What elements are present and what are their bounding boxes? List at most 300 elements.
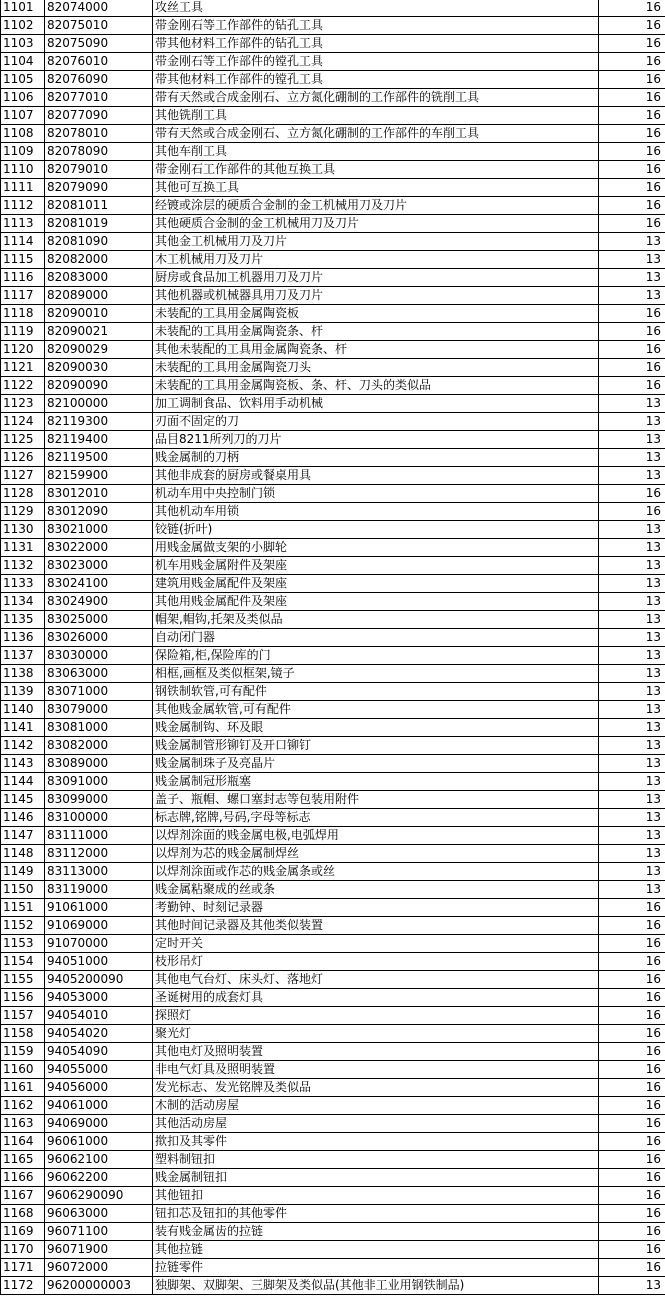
commodity-description-cell: 用贱金属做支架的小脚轮 [153, 539, 599, 557]
tax-rate-cell: 13 [599, 845, 665, 863]
commodity-description-cell: 加工调制食品、饮料用手动机械 [153, 395, 599, 413]
table-row [1, 0, 665, 17]
commodity-description-cell: 经镀或涂层的硬质合金制的金工机械用刀及刀片 [153, 197, 599, 215]
commodity-code-cell: 94069000 [45, 1115, 153, 1133]
row-number-cell: 1166 [1, 1169, 45, 1187]
tax-rate-cell: 16 [599, 1259, 665, 1277]
commodity-code-cell: 83099000 [45, 791, 153, 809]
commodity-description-cell: 考勤钟、时刻记录器 [153, 899, 599, 917]
commodity-code-cell: 96072000 [45, 1259, 153, 1277]
tax-rate-cell: 16 [599, 0, 665, 17]
row-number-cell: 1145 [1, 791, 45, 809]
table-row [1, 1061, 665, 1079]
tax-rate-cell: 16 [599, 1241, 665, 1259]
commodity-description-cell: 带金刚石工作部件的其他互换工具 [153, 161, 599, 179]
row-number-cell: 1123 [1, 395, 45, 413]
commodity-description-cell: 拉链零件 [153, 1259, 599, 1277]
row-number-cell: 1122 [1, 377, 45, 395]
row-number-cell: 1169 [1, 1223, 45, 1241]
commodity-code-cell: 94055000 [45, 1061, 153, 1079]
table-row [1, 17, 665, 35]
commodity-description-cell: 贱金属制冠形瓶塞 [153, 773, 599, 791]
commodity-description-cell: 木制的活动房屋 [153, 1097, 599, 1115]
commodity-code-cell: 83026000 [45, 629, 153, 647]
table-row [1, 863, 665, 881]
tax-rate-cell: 16 [599, 1115, 665, 1133]
row-number-cell: 1155 [1, 971, 45, 989]
table-row [1, 341, 665, 359]
commodity-description-cell: 机动车用中央控制门锁 [153, 485, 599, 503]
table-row [1, 575, 665, 593]
table-row [1, 1169, 665, 1187]
commodity-code-cell: 83012010 [45, 485, 153, 503]
row-number-cell: 1149 [1, 863, 45, 881]
tax-rate-cell: 13 [599, 521, 665, 539]
row-number-cell: 1152 [1, 917, 45, 935]
commodity-description-cell: 未装配的工具用金属陶瓷板 [153, 305, 599, 323]
commodity-code-cell: 82159900 [45, 467, 153, 485]
commodity-code-cell: 82077090 [45, 107, 153, 125]
row-number-cell: 1119 [1, 323, 45, 341]
commodity-code-cell: 96062100 [45, 1151, 153, 1169]
table-row [1, 935, 665, 953]
row-number-cell: 1127 [1, 467, 45, 485]
commodity-code-cell: 83030000 [45, 647, 153, 665]
table-row [1, 557, 665, 575]
row-number-cell: 1137 [1, 647, 45, 665]
table-row [1, 1241, 665, 1259]
commodity-code-cell: 83021000 [45, 521, 153, 539]
tax-rate-cell: 13 [599, 269, 665, 287]
commodity-code-cell: 83063000 [45, 665, 153, 683]
tax-rate-cell: 13 [599, 1277, 665, 1295]
tax-rate-cell: 13 [599, 467, 665, 485]
commodity-code-cell: 82075010 [45, 17, 153, 35]
row-number-cell: 1142 [1, 737, 45, 755]
tax-rate-cell: 16 [599, 503, 665, 521]
commodity-code-cell: 96071100 [45, 1223, 153, 1241]
table-row [1, 701, 665, 719]
commodity-description-cell: 未装配的工具用金属陶瓷板、条、杆、刀头的类似品 [153, 377, 599, 395]
commodity-description-cell: 机车用贱金属附件及架座 [153, 557, 599, 575]
row-number-cell: 1158 [1, 1025, 45, 1043]
commodity-description-cell: 圣诞树用的成套灯具 [153, 989, 599, 1007]
row-number-cell: 1101 [1, 0, 45, 17]
table-row [1, 1151, 665, 1169]
table-row [1, 35, 665, 53]
commodity-code-cell: 83079000 [45, 701, 153, 719]
row-number-cell: 1156 [1, 989, 45, 1007]
commodity-description-cell: 未装配的工具用金属陶瓷刀头 [153, 359, 599, 377]
commodity-description-cell: 以焊剂为芯的贱金属制焊丝 [153, 845, 599, 863]
commodity-code-cell: 82090090 [45, 377, 153, 395]
tax-rate-cell: 13 [599, 701, 665, 719]
table-row [1, 215, 665, 233]
tax-rate-cell: 16 [599, 35, 665, 53]
row-number-cell: 1167 [1, 1187, 45, 1205]
commodity-code-cell: 83023000 [45, 557, 153, 575]
row-number-cell: 1109 [1, 143, 45, 161]
commodity-code-cell: 82081019 [45, 215, 153, 233]
commodity-code-cell: 82083000 [45, 269, 153, 287]
tax-rate-cell: 13 [599, 431, 665, 449]
commodity-description-cell: 带有天然或合成金刚石、立方氮化硼制的工作部件的车削工具 [153, 125, 599, 143]
commodity-description-cell: 其他活动房屋 [153, 1115, 599, 1133]
row-number-cell: 1133 [1, 575, 45, 593]
table-row [1, 1025, 665, 1043]
tax-rate-cell: 13 [599, 791, 665, 809]
row-number-cell: 1102 [1, 17, 45, 35]
commodity-code-cell: 96061000 [45, 1133, 153, 1151]
commodity-description-cell: 其他电灯及照明装置 [153, 1043, 599, 1061]
table-row [1, 1277, 665, 1295]
commodity-description-cell: 聚光灯 [153, 1025, 599, 1043]
table-body [1, 0, 665, 1295]
commodity-code-cell: 83089000 [45, 755, 153, 773]
table-row [1, 1043, 665, 1061]
table-row [1, 431, 665, 449]
row-number-cell: 1111 [1, 179, 45, 197]
commodity-code-cell: 82077010 [45, 89, 153, 107]
commodity-description-cell: 其他电气台灯、床头灯、落地灯 [153, 971, 599, 989]
table-row [1, 107, 665, 125]
commodity-code-cell: 91069000 [45, 917, 153, 935]
tax-rate-cell: 16 [599, 179, 665, 197]
commodity-description-cell: 其他非成套的厨房或餐桌用具 [153, 467, 599, 485]
commodity-description-cell: 带金刚石等工作部件的镗孔工具 [153, 53, 599, 71]
row-number-cell: 1134 [1, 593, 45, 611]
table-row [1, 665, 665, 683]
commodity-description-cell: 贱金属制钩、环及眼 [153, 719, 599, 737]
table-row [1, 503, 665, 521]
table-row [1, 989, 665, 1007]
tax-rate-cell: 16 [599, 17, 665, 35]
tax-rate-cell: 16 [599, 107, 665, 125]
commodity-code-cell: 82075090 [45, 35, 153, 53]
row-number-cell: 1132 [1, 557, 45, 575]
row-number-cell: 1126 [1, 449, 45, 467]
commodity-code-cell: 94054020 [45, 1025, 153, 1043]
tax-rate-cell: 16 [599, 989, 665, 1007]
commodity-description-cell: 盖子、瓶帽、螺口塞封志等包装用附件 [153, 791, 599, 809]
tax-rate-cell: 13 [599, 827, 665, 845]
commodity-code-cell: 82081011 [45, 197, 153, 215]
table-row [1, 917, 665, 935]
tax-rate-cell: 13 [599, 629, 665, 647]
table-row [1, 827, 665, 845]
table-row [1, 413, 665, 431]
row-number-cell: 1136 [1, 629, 45, 647]
table-row [1, 1259, 665, 1277]
table-row [1, 773, 665, 791]
row-number-cell: 1159 [1, 1043, 45, 1061]
tax-rate-cell: 16 [599, 1223, 665, 1241]
tax-rate-cell: 13 [599, 881, 665, 899]
table-row [1, 395, 665, 413]
table-row [1, 251, 665, 269]
table-row [1, 179, 665, 197]
commodity-code-cell: 82078010 [45, 125, 153, 143]
commodity-code-cell: 96200000003 [45, 1277, 153, 1295]
tax-rate-cell: 13 [599, 449, 665, 467]
tax-rate-cell: 16 [599, 1061, 665, 1079]
commodity-description-cell: 独脚架、双脚架、三脚架及类似品(其他非工业用钢铁制品) [153, 1277, 599, 1295]
commodity-description-cell: 枝形吊灯 [153, 953, 599, 971]
table-row [1, 71, 665, 89]
commodity-code-cell: 94051000 [45, 953, 153, 971]
tax-rate-cell: 16 [599, 953, 665, 971]
tax-rate-cell: 13 [599, 575, 665, 593]
commodity-description-cell: 建筑用贱金属配件及架座 [153, 575, 599, 593]
tax-rate-cell: 13 [599, 233, 665, 251]
tax-rate-cell: 13 [599, 287, 665, 305]
commodity-description-cell: 厨房或食品加工机器用刀及刀片 [153, 269, 599, 287]
table-row [1, 125, 665, 143]
commodity-description-cell: 铰链(折叶) [153, 521, 599, 539]
commodity-description-cell: 贱金属制钮扣 [153, 1169, 599, 1187]
row-number-cell: 1153 [1, 935, 45, 953]
commodity-description-cell: 刃面不固定的刀 [153, 413, 599, 431]
row-number-cell: 1108 [1, 125, 45, 143]
commodity-code-cell: 83071000 [45, 683, 153, 701]
tax-rate-cell: 16 [599, 1043, 665, 1061]
row-number-cell: 1146 [1, 809, 45, 827]
table-row [1, 881, 665, 899]
tax-rate-cell: 16 [599, 377, 665, 395]
table-row [1, 809, 665, 827]
commodity-code-cell: 82090010 [45, 305, 153, 323]
row-number-cell: 1106 [1, 89, 45, 107]
row-number-cell: 1164 [1, 1133, 45, 1151]
row-number-cell: 1151 [1, 899, 45, 917]
commodity-description-cell: 探照灯 [153, 1007, 599, 1025]
row-number-cell: 1162 [1, 1097, 45, 1115]
tax-rate-cell: 16 [599, 1205, 665, 1223]
tax-rate-cell: 13 [599, 557, 665, 575]
commodity-description-cell: 攻丝工具 [153, 0, 599, 17]
tax-rate-cell: 16 [599, 161, 665, 179]
table-row [1, 683, 665, 701]
row-number-cell: 1128 [1, 485, 45, 503]
commodity-code-cell: 82078090 [45, 143, 153, 161]
commodity-code-cell: 83022000 [45, 539, 153, 557]
commodity-description-cell: 发光标志、发光铭牌及类似品 [153, 1079, 599, 1097]
commodity-code-cell: 82076010 [45, 53, 153, 71]
tax-rate-cell: 16 [599, 125, 665, 143]
tax-rate-cell: 16 [599, 1151, 665, 1169]
commodity-description-cell: 揿扣及其零件 [153, 1133, 599, 1151]
row-number-cell: 1148 [1, 845, 45, 863]
commodity-description-cell: 钢铁制软管,可有配件 [153, 683, 599, 701]
row-number-cell: 1131 [1, 539, 45, 557]
row-number-cell: 1138 [1, 665, 45, 683]
row-number-cell: 1170 [1, 1241, 45, 1259]
tax-rate-cell: 16 [599, 71, 665, 89]
commodity-code-cell: 9405200090 [45, 971, 153, 989]
table-row [1, 1115, 665, 1133]
commodity-code-cell: 96071900 [45, 1241, 153, 1259]
commodity-description-cell: 其他贱金属软管,可有配件 [153, 701, 599, 719]
table-row [1, 197, 665, 215]
row-number-cell: 1112 [1, 197, 45, 215]
commodity-description-cell: 装有贱金属齿的拉链 [153, 1223, 599, 1241]
table-row [1, 53, 665, 71]
row-number-cell: 1168 [1, 1205, 45, 1223]
tax-rate-cell: 13 [599, 773, 665, 791]
commodity-description-cell: 其他未装配的工具用金属陶瓷条、杆 [153, 341, 599, 359]
row-number-cell: 1125 [1, 431, 45, 449]
commodity-description-cell: 其他钮扣 [153, 1187, 599, 1205]
table-row [1, 377, 665, 395]
tax-rate-cell: 16 [599, 1079, 665, 1097]
commodity-code-cell: 82082000 [45, 251, 153, 269]
commodity-description-cell: 带有天然或合成金刚石、立方氮化硼制的工作部件的铣削工具 [153, 89, 599, 107]
row-number-cell: 1120 [1, 341, 45, 359]
row-number-cell: 1147 [1, 827, 45, 845]
table-row [1, 899, 665, 917]
table-row [1, 1079, 665, 1097]
table-row [1, 539, 665, 557]
row-number-cell: 1118 [1, 305, 45, 323]
row-number-cell: 1140 [1, 701, 45, 719]
tax-rate-cell: 16 [599, 197, 665, 215]
tax-rate-cell: 16 [599, 341, 665, 359]
commodity-code-cell: 94054010 [45, 1007, 153, 1025]
table-row [1, 1223, 665, 1241]
table-row [1, 1007, 665, 1025]
commodity-code-cell: 83082000 [45, 737, 153, 755]
commodity-code-cell: 96062200 [45, 1169, 153, 1187]
commodity-description-cell: 其他拉链 [153, 1241, 599, 1259]
commodity-description-cell: 帽架,帽钩,托架及类似品 [153, 611, 599, 629]
tax-rate-cell: 16 [599, 323, 665, 341]
commodity-description-cell: 贱金属粘聚成的丝或条 [153, 881, 599, 899]
row-number-cell: 1114 [1, 233, 45, 251]
commodity-code-cell: 82074000 [45, 0, 153, 17]
commodity-description-cell: 非电气灯具及照明装置 [153, 1061, 599, 1079]
commodity-code-cell: 91070000 [45, 935, 153, 953]
row-number-cell: 1171 [1, 1259, 45, 1277]
tax-rate-cell: 16 [599, 917, 665, 935]
commodity-code-cell: 83081000 [45, 719, 153, 737]
commodity-description-cell: 其他机器或机械器具用刀及刀片 [153, 287, 599, 305]
table-row [1, 1205, 665, 1223]
tax-rate-cell: 16 [599, 1007, 665, 1025]
commodity-description-cell: 贱金属制珠子及亮晶片 [153, 755, 599, 773]
commodity-code-cell: 83024900 [45, 593, 153, 611]
row-number-cell: 1105 [1, 71, 45, 89]
commodity-description-cell: 其他车削工具 [153, 143, 599, 161]
commodity-description-cell: 木工机械用刀及刀片 [153, 251, 599, 269]
commodity-description-cell: 其他可互换工具 [153, 179, 599, 197]
row-number-cell: 1129 [1, 503, 45, 521]
table-row [1, 1133, 665, 1151]
commodity-code-cell: 83025000 [45, 611, 153, 629]
commodity-description-cell: 贱金属制管形铆钉及开口铆钉 [153, 737, 599, 755]
tax-rate-cell: 16 [599, 1097, 665, 1115]
commodity-code-cell: 82100000 [45, 395, 153, 413]
table-row [1, 323, 665, 341]
commodity-description-cell: 带金刚石等工作部件的钻孔工具 [153, 17, 599, 35]
commodity-code-cell: 82119300 [45, 413, 153, 431]
row-number-cell: 1161 [1, 1079, 45, 1097]
table-row [1, 143, 665, 161]
commodity-code-cell: 83111000 [45, 827, 153, 845]
table-row [1, 89, 665, 107]
commodity-description-cell: 其他用贱金属配件及架座 [153, 593, 599, 611]
tax-rate-cell: 13 [599, 665, 665, 683]
row-number-cell: 1107 [1, 107, 45, 125]
table-row [1, 593, 665, 611]
row-number-cell: 1124 [1, 413, 45, 431]
row-number-cell: 1154 [1, 953, 45, 971]
table-row [1, 467, 665, 485]
tax-rate-cell: 13 [599, 611, 665, 629]
tax-rate-cell: 16 [599, 305, 665, 323]
commodity-code-cell: 94054090 [45, 1043, 153, 1061]
row-number-cell: 1113 [1, 215, 45, 233]
table-row [1, 161, 665, 179]
tax-rate-cell: 16 [599, 899, 665, 917]
commodity-code-cell: 82090030 [45, 359, 153, 377]
table-row [1, 485, 665, 503]
commodity-code-cell: 82119400 [45, 431, 153, 449]
table-row [1, 953, 665, 971]
commodity-code-cell: 94061000 [45, 1097, 153, 1115]
row-number-cell: 1141 [1, 719, 45, 737]
commodity-code-cell: 82090029 [45, 341, 153, 359]
table-row [1, 845, 665, 863]
tax-rate-cell: 13 [599, 755, 665, 773]
commodity-code-cell: 82079090 [45, 179, 153, 197]
table-row [1, 629, 665, 647]
tax-rate-cell: 13 [599, 863, 665, 881]
tax-rate-cell: 16 [599, 1169, 665, 1187]
tax-rate-cell: 16 [599, 215, 665, 233]
commodity-code-cell: 91061000 [45, 899, 153, 917]
tax-rate-cell: 16 [599, 1133, 665, 1151]
row-number-cell: 1143 [1, 755, 45, 773]
commodity-description-cell: 保险箱,柜,保险库的门 [153, 647, 599, 665]
commodity-code-cell: 9606290090 [45, 1187, 153, 1205]
commodity-description-cell: 标志牌,铭牌,号码,字母等标志 [153, 809, 599, 827]
commodity-description-cell: 其他机动车用锁 [153, 503, 599, 521]
row-number-cell: 1121 [1, 359, 45, 377]
tax-rate-cell: 16 [599, 1025, 665, 1043]
tax-rate-cell: 13 [599, 395, 665, 413]
commodity-code-cell: 94056000 [45, 1079, 153, 1097]
commodity-description-cell: 其他铣削工具 [153, 107, 599, 125]
commodity-code-cell: 82076090 [45, 71, 153, 89]
row-number-cell: 1144 [1, 773, 45, 791]
commodity-code-cell: 82090021 [45, 323, 153, 341]
table-row [1, 611, 665, 629]
commodity-description-cell: 其他金工机械用刀及刀片 [153, 233, 599, 251]
table-row [1, 647, 665, 665]
table-row [1, 269, 665, 287]
commodity-description-cell: 以焊剂涂面或作芯的贱金属条或丝 [153, 863, 599, 881]
row-number-cell: 1115 [1, 251, 45, 269]
tax-rate-cell: 13 [599, 809, 665, 827]
commodity-code-cell: 82079010 [45, 161, 153, 179]
commodity-description-cell: 贱金属制的刀柄 [153, 449, 599, 467]
commodity-description-cell: 其他时间记录器及其他类似装置 [153, 917, 599, 935]
commodity-description-cell: 品目8211所列刀的刀片 [153, 431, 599, 449]
row-number-cell: 1117 [1, 287, 45, 305]
commodity-description-cell: 自动闭门器 [153, 629, 599, 647]
row-number-cell: 1150 [1, 881, 45, 899]
row-number-cell: 1160 [1, 1061, 45, 1079]
